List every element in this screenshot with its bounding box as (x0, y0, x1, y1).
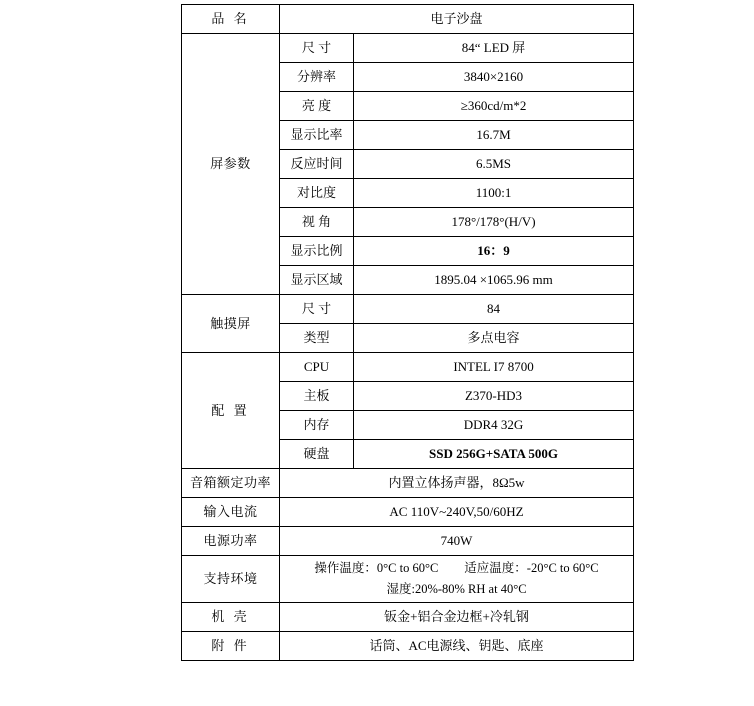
row-label-input-current: 输入电流 (182, 498, 280, 527)
row-value-response-time: 6.5MS (354, 150, 634, 179)
row-sublabel-cpu: CPU (280, 353, 354, 382)
row-value-accessories: 话筒、AC电源线、钥匙、底座 (280, 632, 634, 661)
row-value-product-name: 电子沙盘 (280, 5, 634, 34)
row-sublabel-touch-type: 类型 (280, 324, 354, 353)
table-row (182, 5, 634, 34)
specification-table (181, 4, 634, 661)
row-sublabel-touch-size: 尺 寸 (280, 295, 354, 324)
row-value-display-ratio: 16.7M (354, 121, 634, 150)
row-sublabel-brightness: 亮 度 (280, 92, 354, 121)
row-value-motherboard: Z370-HD3 (354, 382, 634, 411)
table-row (182, 34, 634, 63)
table-row (182, 632, 634, 661)
row-sublabel-resolution: 分辨率 (280, 63, 354, 92)
row-sublabel-motherboard: 主板 (280, 382, 354, 411)
row-sublabel-storage: 硬盘 (280, 440, 354, 469)
row-label-speaker-power: 音箱额定功率 (182, 469, 280, 498)
row-sublabel-memory: 内存 (280, 411, 354, 440)
adaptive-temperature: 适应温度：-20°C to 60°C (464, 561, 599, 575)
row-label-screen-params: 屏参数 (182, 34, 280, 295)
row-label-touchscreen: 触摸屏 (182, 295, 280, 353)
row-value-size: 84“ LED 屏 (354, 34, 634, 63)
row-value-storage: SSD 256G+SATA 500G (354, 440, 634, 469)
row-sublabel-viewing-angle: 视 角 (280, 208, 354, 237)
table-row (182, 353, 634, 382)
row-sublabel-display-ratio: 显示比率 (280, 121, 354, 150)
row-label-accessories: 附 件 (182, 632, 280, 661)
row-label-product-name: 品 名 (182, 5, 280, 34)
table-row (182, 603, 634, 632)
row-value-power: 740W (280, 527, 634, 556)
row-value-speaker-power: 内置立体扬声器，8Ω5w (280, 469, 634, 498)
row-label-environment: 支持环境 (182, 556, 280, 603)
row-sublabel-aspect-ratio: 显示比例 (280, 237, 354, 266)
row-value-brightness: ≥360cd/m*2 (354, 92, 634, 121)
row-value-touch-size: 84 (354, 295, 634, 324)
row-value-environment (280, 556, 634, 603)
row-sublabel-response-time: 反应时间 (280, 150, 354, 179)
row-label-chassis: 机 壳 (182, 603, 280, 632)
operating-temperature: 操作温度：0°C to 60°C (314, 561, 439, 575)
row-label-configuration: 配 置 (182, 353, 280, 469)
row-value-touch-type: 多点电容 (354, 324, 634, 353)
environment-humidity-line: 湿度:20%-80% RH at 40°C (386, 582, 527, 596)
row-value-cpu: INTEL I7 8700 (354, 353, 634, 382)
row-value-memory: DDR4 32G (354, 411, 634, 440)
row-value-aspect-ratio: 16：9 (354, 237, 634, 266)
table-row (182, 469, 634, 498)
row-value-contrast: 1100:1 (354, 179, 634, 208)
table-row (182, 295, 634, 324)
row-sublabel-size: 尺 寸 (280, 34, 354, 63)
spec-sheet-page (0, 4, 754, 706)
environment-temperature-line (280, 558, 633, 579)
table-row (182, 556, 634, 603)
row-sublabel-display-area: 显示区域 (280, 266, 354, 295)
row-value-resolution: 3840×2160 (354, 63, 634, 92)
row-label-power: 电源功率 (182, 527, 280, 556)
row-value-chassis: 钣金+铝合金边框+冷轧钢 (280, 603, 634, 632)
table-row (182, 498, 634, 527)
row-value-viewing-angle: 178°/178°(H/V) (354, 208, 634, 237)
table-row (182, 527, 634, 556)
row-value-input-current: AC 110V~240V,50/60HZ (280, 498, 634, 527)
row-value-display-area: 1895.04 ×1065.96 mm (354, 266, 634, 295)
row-sublabel-contrast: 对比度 (280, 179, 354, 208)
